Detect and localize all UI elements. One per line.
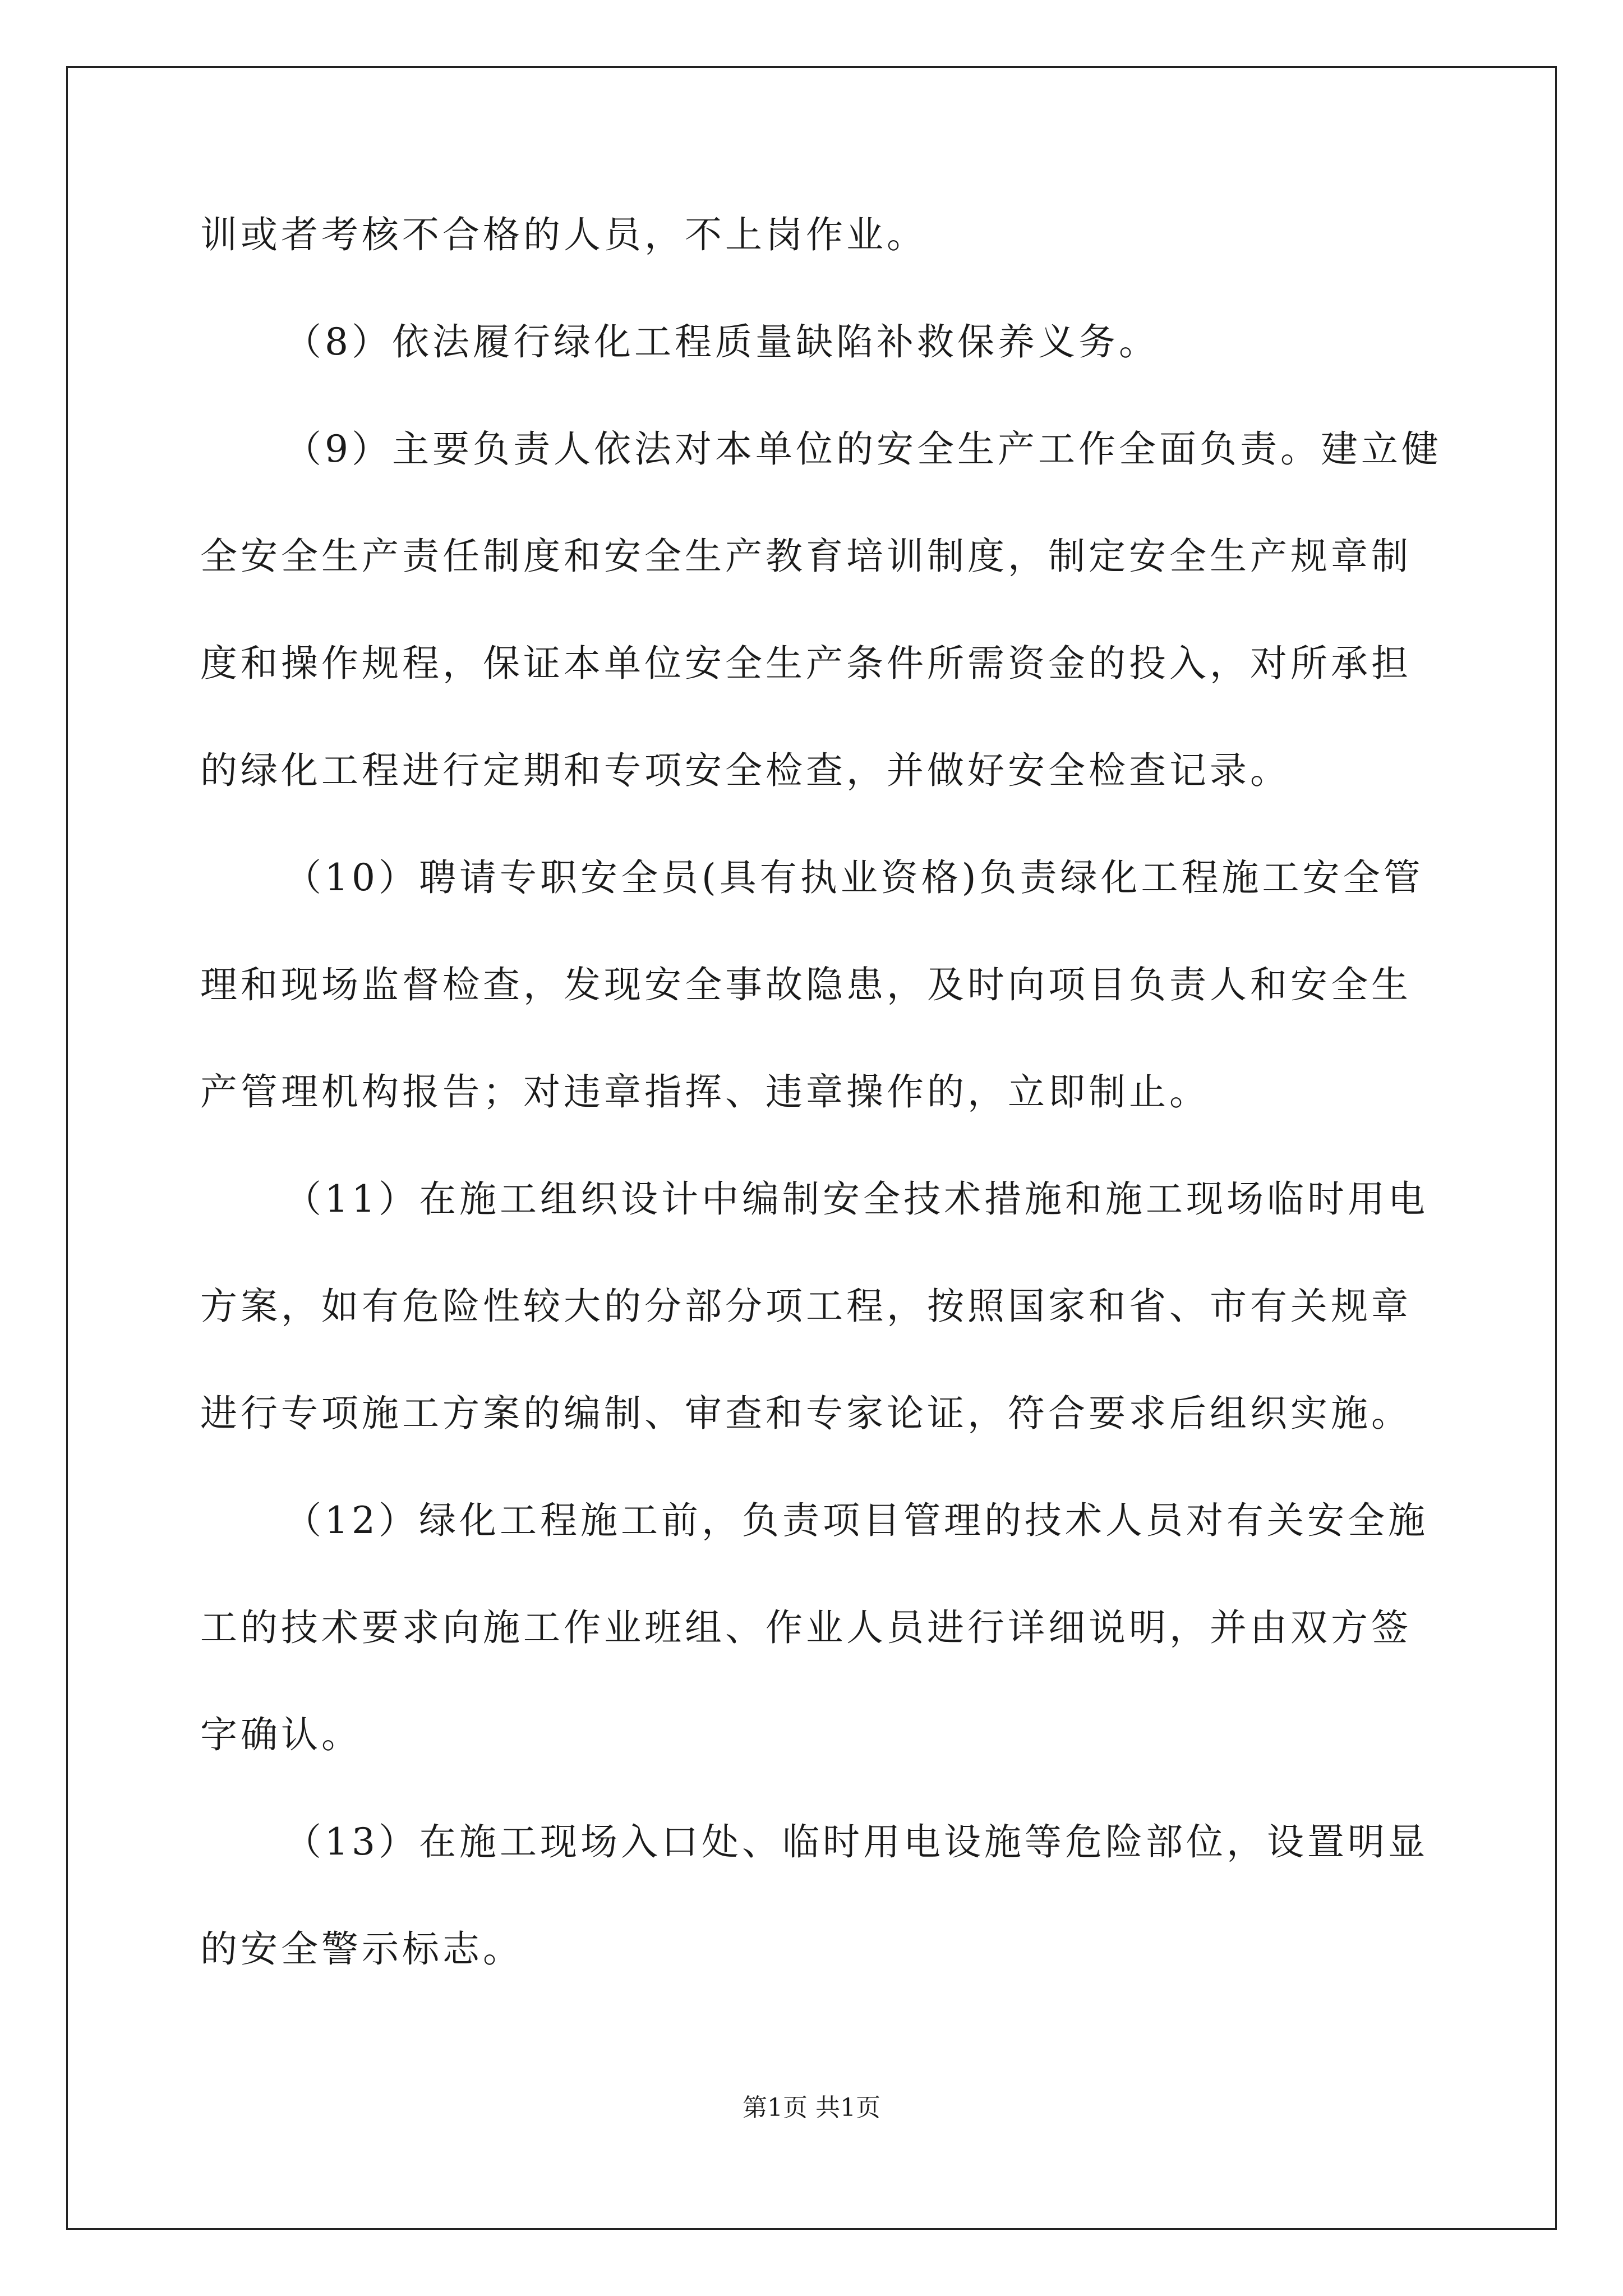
- paragraph-item-9: （9）主要负责人依法对本单位的安全生产工作全面负责。建立健: [284, 427, 1442, 471]
- text-line: 理和现场监督检查，发现安全事故隐患，及时向项目负责人和安全生: [200, 963, 1412, 1006]
- paragraph-item-8: （8）依法履行绿化工程质量缺陷补救保养义务。: [284, 320, 1159, 364]
- text-line: 工的技术要求向施工作业班组、作业人员进行详细说明，并由双方签: [200, 1606, 1412, 1649]
- text-line: 度和操作规程，保证本单位安全生产条件所需资金的投入，对所承担: [200, 642, 1412, 685]
- text-line: 的绿化工程进行定期和专项安全检查，并做好安全检查记录。: [200, 749, 1290, 792]
- paragraph-item-12: （12）绿化工程施工前，负责项目管理的技术人员对有关安全施: [284, 1499, 1428, 1542]
- text-line: 方案，如有危险性较大的分部分项工程，按照国家和省、市有关规章: [200, 1285, 1412, 1328]
- page-number-footer: 第1页 共1页: [743, 2093, 880, 2122]
- text-line: 全安全生产责任制度和安全生产教育培训制度，制定安全生产规章制: [200, 535, 1412, 578]
- text-line: 字确认。: [200, 1713, 362, 1756]
- text-line: 进行专项施工方案的编制、审查和专家论证，符合要求后组织实施。: [200, 1392, 1412, 1435]
- paragraph-item-13: （13）在施工现场入口处、临时用电设施等危险部位，设置明显: [284, 1820, 1428, 1864]
- paragraph-item-11: （11）在施工组织设计中编制安全技术措施和施工现场临时用电: [284, 1177, 1428, 1221]
- text-line: 的安全警示标志。: [200, 1927, 523, 1971]
- text-line: 训或者考核不合格的人员，不上岗作业。: [200, 213, 927, 256]
- paragraph-item-10: （10）聘请专职安全员(具有执业资格)负责绿化工程施工安全管: [284, 856, 1424, 899]
- text-line: 产管理机构报告；对违章指挥、违章操作的，立即制止。: [200, 1070, 1210, 1114]
- document-body: [200, 212, 1442, 2033]
